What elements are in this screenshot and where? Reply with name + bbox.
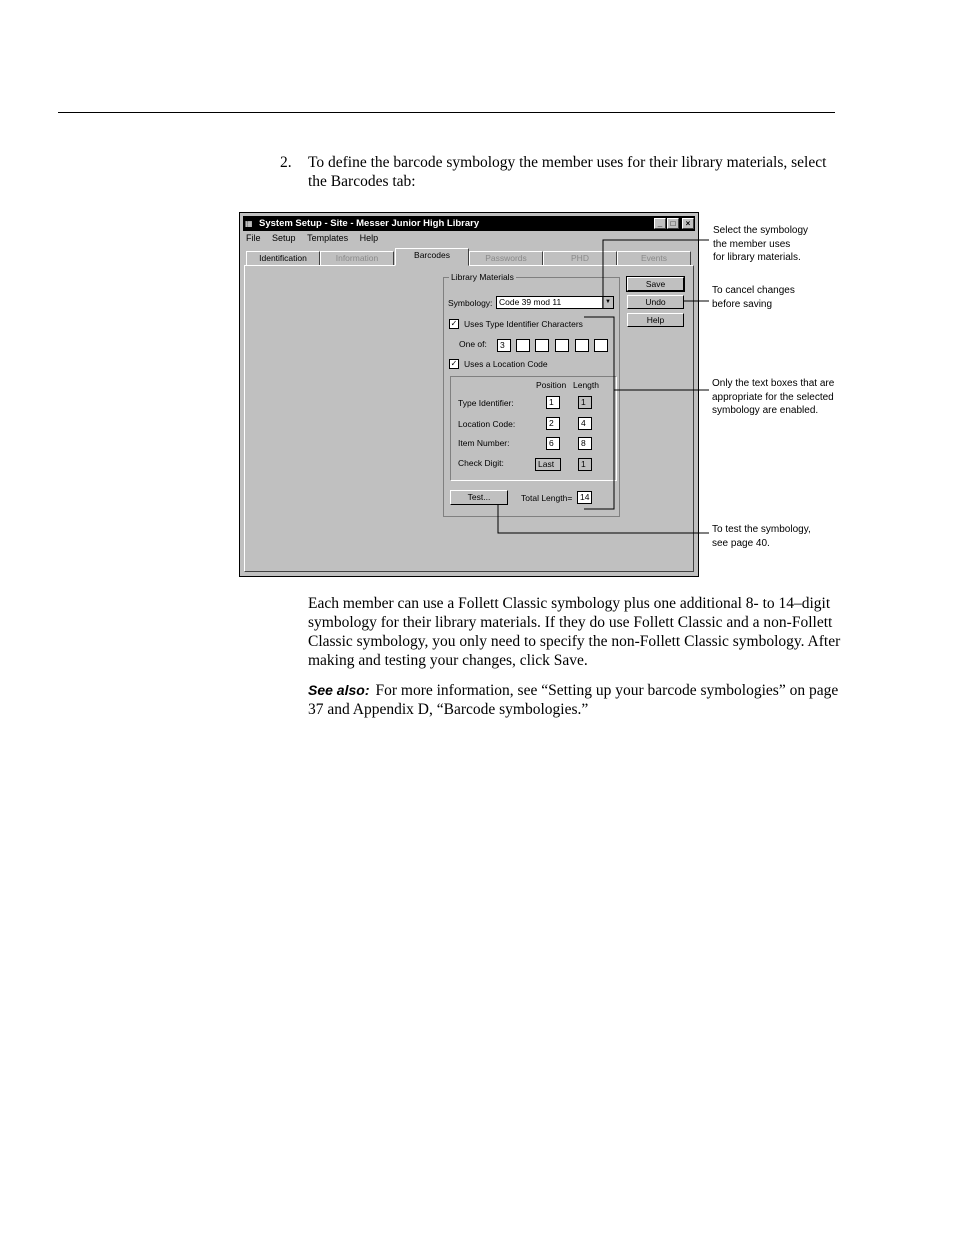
callout-enabled-line-3: symbology are enabled. [712,405,819,416]
callout-cancel-line-1: To cancel changes [712,285,795,296]
tab-barcodes[interactable]: Barcodes [395,248,469,266]
location-code-label: Location Code: [458,419,516,429]
app-icon: ▦ [245,219,253,228]
callout-symbology [713,224,808,265]
library-materials-label: Library Materials [451,272,514,282]
undo-button[interactable]: Undo [627,295,684,309]
callout-symbology-line-1: Select the symbology [713,225,809,236]
help-button[interactable]: Help [627,313,684,327]
item-number-label: Item Number: [458,438,510,448]
item-number-position[interactable]: 6 [546,437,560,450]
total-length-field: 14 [577,491,592,504]
save-button[interactable]: Save [627,277,684,291]
location-code-length[interactable]: 4 [578,417,592,430]
tab-events[interactable]: Events [617,251,691,265]
tab-passwords[interactable]: Passwords [469,251,543,265]
callout-enabled [712,377,834,418]
length-column-header: Length [573,380,599,390]
callout-enabled-line-1: Only the text boxes that are [712,378,835,389]
symbology-label: Symbology: [448,298,493,308]
total-length-label: Total Length= [521,493,573,503]
minimize-icon[interactable]: _ [654,218,666,229]
callout-test [712,523,811,550]
one-of-field-1[interactable]: 3 [497,339,511,352]
menu-file[interactable]: File [246,233,261,243]
type-identifier-checkbox[interactable]: ✓ [450,319,458,328]
type-identifier-position[interactable]: 1 [546,396,560,409]
callout-test-line-2: see page 40. [712,537,770,549]
maximize-icon[interactable]: □ [667,218,679,229]
window-title: System Setup - Site - Messer Junior High Library [259,218,480,229]
menu-help[interactable]: Help [359,233,379,243]
step-text: To define the barcode symbology the member uses for their library materials, select the Barcodes tab: [308,154,827,190]
location-code-checkbox-label: Uses a Location Code [464,359,548,369]
chevron-down-icon[interactable]: ▼ [602,297,613,308]
callout-symbology-line-2: the member uses [713,238,791,250]
menu-templates[interactable]: Templates [307,233,349,243]
symbology-leader [603,240,709,309]
callout-enabled-line-2: appropriate for the selected [712,391,834,403]
check-digit-length: 1 [578,458,592,471]
item-number-length[interactable]: 8 [578,437,592,450]
enabled-bracket [584,317,614,509]
check-digit-position: Last [535,458,561,471]
tab-phd[interactable]: PHD [543,251,617,265]
test-button[interactable]: Test... [450,490,508,505]
body-paragraph: Each member can use a Follett Classic symbology plus one additional 8- to 14–digit symbology for their library materials. If they do use Follett Classic and a non-Follett Classic symbology, you only need to specify the non-Follett Classic symbology. After making and testing your changes, click Save. [308,595,841,669]
location-code-checkbox[interactable]: ✓ [450,359,458,368]
type-identifier-label: Type Identifier: [458,398,514,408]
tab-information[interactable]: Information [320,251,394,265]
menu-setup[interactable]: Setup [272,233,296,243]
callout-cancel [712,284,795,311]
check-digit-label: Check Digit: [458,458,504,468]
close-icon[interactable]: × [682,218,694,229]
callout-cancel-line-2: before saving [712,298,773,310]
see-also-text: For more information, see “Setting up your barcode symbologies” on page 37 and Appendix D, “Barcode symbologies.” [308,682,839,718]
callout-symbology-line-3: for library materials. [713,252,801,263]
test-leader [498,504,709,533]
see-also-paragraph [308,681,848,719]
see-also-label: See also: [308,682,370,698]
tab-identification[interactable]: Identification [246,251,320,265]
symbology-value: Code 39 mod 11 [499,297,562,307]
step-number: 2. [280,154,292,171]
one-of-label: One of: [459,339,487,349]
callout-test-line-1: To test the symbology, [712,524,811,535]
location-code-position[interactable]: 2 [546,417,560,430]
position-column-header: Position [536,380,567,390]
type-identifier-checkbox-label: Uses Type Identifier Characters [464,319,583,329]
type-identifier-length: 1 [578,396,592,409]
